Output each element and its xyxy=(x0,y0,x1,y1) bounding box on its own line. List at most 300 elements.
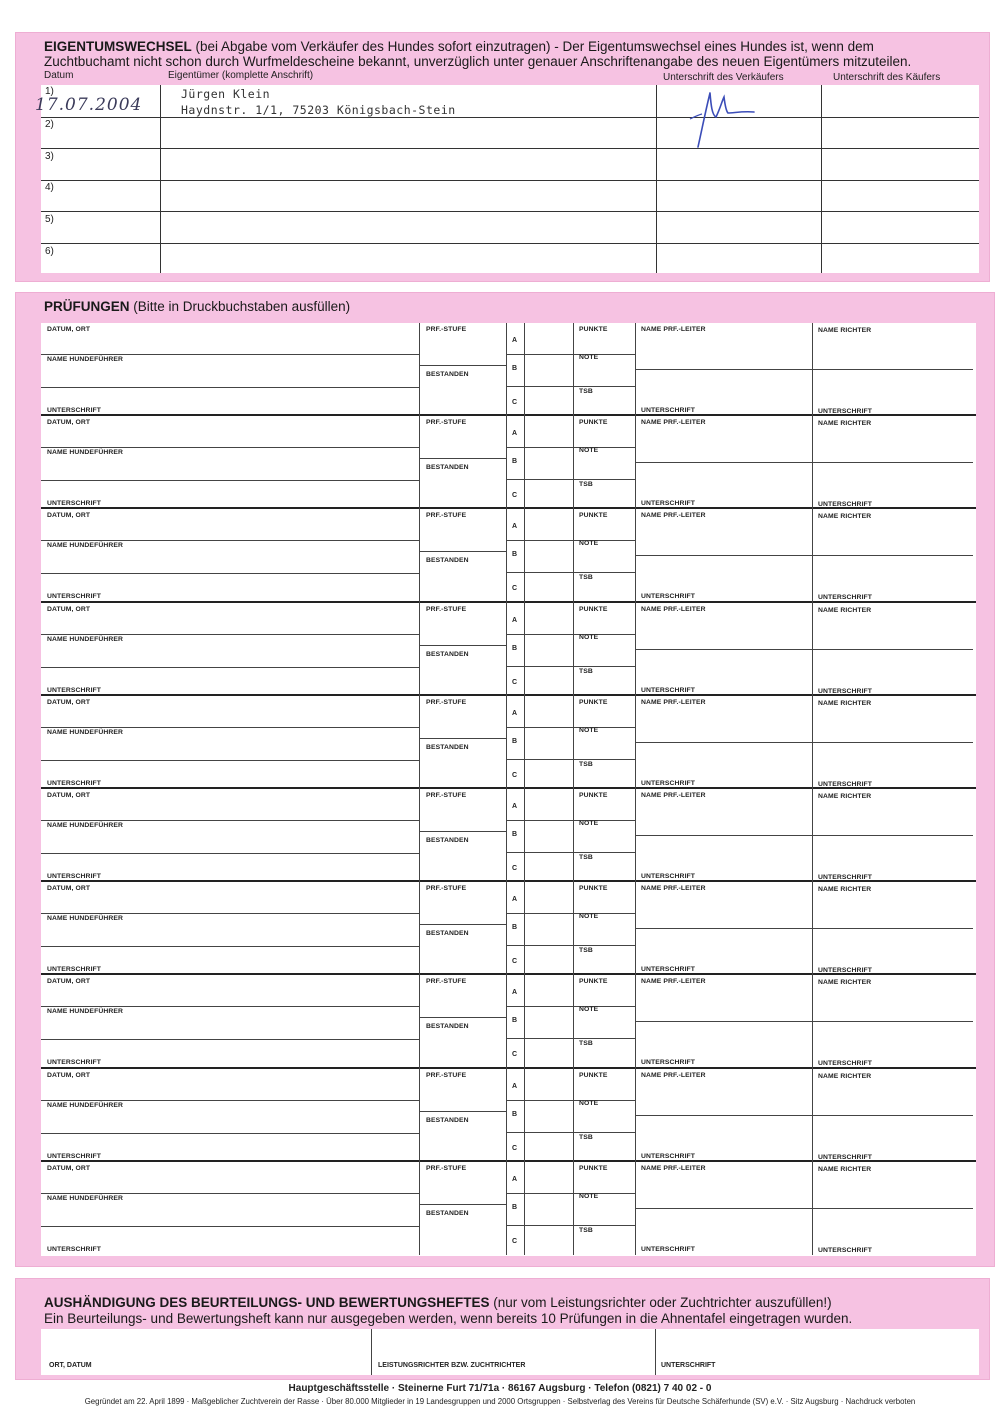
score-c-label: C xyxy=(512,865,518,872)
field-line xyxy=(506,1038,635,1039)
exam-entry-block xyxy=(41,603,976,696)
owner-name: Jürgen Klein xyxy=(181,87,271,101)
exam-level-label: PRF.-STUFE xyxy=(426,698,467,706)
exams-title-rest: (Bitte in Druckbuchstaben ausfüllen) xyxy=(129,299,351,314)
col-divider xyxy=(821,85,822,273)
field-line xyxy=(506,634,635,635)
score-a-label: A xyxy=(512,896,518,904)
exam-level-label: PRF.-STUFE xyxy=(426,1071,467,1079)
col-divider xyxy=(506,509,507,602)
field-line xyxy=(506,759,635,760)
field-line xyxy=(635,369,973,370)
score-a-label: A xyxy=(512,337,518,344)
col-divider xyxy=(524,975,525,1068)
tsb-label: TSB xyxy=(579,667,593,675)
exam-level-label: PRF.-STUFE xyxy=(426,885,467,893)
exam-entry-block xyxy=(41,416,976,509)
handler-signature-label: UNTERSCHRIFT xyxy=(47,1152,102,1160)
field-line xyxy=(506,727,635,728)
exam-leader-label: NAME PRF.-LEITER xyxy=(641,885,706,893)
score-c-label: C xyxy=(512,1051,518,1059)
score-c-label: C xyxy=(512,399,518,406)
field-line xyxy=(635,649,973,650)
points-label: PUNKTE xyxy=(579,512,608,520)
field-line xyxy=(506,913,635,914)
score-b-label: B xyxy=(512,1110,518,1118)
exam-level-label: PRF.-STUFE xyxy=(426,1164,467,1172)
score-b-label: B xyxy=(512,458,518,466)
exam-entry-block xyxy=(41,696,976,789)
field-line xyxy=(506,1100,635,1101)
field-line xyxy=(41,667,419,668)
ownership-table xyxy=(35,85,979,273)
grade-label: NOTE xyxy=(579,540,599,548)
judge-signature-label: UNTERSCHRIFT xyxy=(818,408,873,415)
handover-title-rest: (nur vom Leistungsrichter oder Zuchtrichter auszufüllen!) xyxy=(489,1295,832,1310)
date-place-label: DATUM, ORT xyxy=(47,1071,91,1079)
col-divider xyxy=(371,1329,372,1375)
tsb-label: TSB xyxy=(579,1040,593,1048)
field-line xyxy=(506,666,635,667)
date-place-label: DATUM, ORT xyxy=(47,698,91,706)
grade-label: NOTE xyxy=(579,820,599,827)
judge-signature-label: UNTERSCHRIFT xyxy=(818,874,873,881)
col-divider xyxy=(573,509,574,602)
tsb-label: TSB xyxy=(579,481,593,489)
score-a-label: A xyxy=(512,616,518,624)
points-label: PUNKTE xyxy=(579,698,608,706)
points-label: PUNKTE xyxy=(579,978,608,986)
handover-section xyxy=(15,1278,990,1380)
passed-label: BESTANDEN xyxy=(426,464,469,472)
col-divider xyxy=(506,789,507,882)
judge-signature-label: UNTERSCHRIFT xyxy=(818,1153,873,1161)
judge-name-label: NAME RICHTER xyxy=(818,699,872,707)
row-number: 6) xyxy=(45,246,54,257)
tsb-label: TSB xyxy=(579,574,593,582)
score-c-label: C xyxy=(512,492,518,500)
owner-address: Haydnstr. 1/1, 75203 Königsbach-Stein xyxy=(181,103,456,117)
exam-leader-signature-label: UNTERSCHRIFT xyxy=(641,1152,696,1160)
date-place-label: DATUM, ORT xyxy=(47,1164,91,1172)
score-c-label: C xyxy=(512,771,518,779)
ownership-title-rest: (bei Abgabe vom Verkäufer des Hundes sofort einzutragen) - Der Eigentumswechsel eines Hundes ist, wenn dem xyxy=(191,39,874,54)
points-label: PUNKTE xyxy=(579,419,608,427)
date-place-label: DATUM, ORT xyxy=(47,605,91,613)
score-a-label: A xyxy=(512,709,518,717)
score-b-label: B xyxy=(512,737,518,745)
score-c-label: C xyxy=(512,1144,518,1152)
exam-leader-label: NAME PRF.-LEITER xyxy=(641,978,706,986)
footer-address: Hauptgeschäftsstelle · Steinerne Furt 71/71a · 86167 Augsburg · Telefon (0821) 7 40 02 - 0 xyxy=(288,1383,712,1394)
score-b-label: B xyxy=(512,551,518,559)
exams-title-bold: PRÜFUNGEN xyxy=(44,299,130,314)
col-divider xyxy=(506,603,507,696)
handler-name-label: NAME HUNDEFÜHRER xyxy=(47,822,123,829)
exam-level-label: PRF.-STUFE xyxy=(426,605,467,613)
field-line xyxy=(419,645,506,646)
judge-name-label: NAME RICHTER xyxy=(818,886,872,894)
score-a-label: A xyxy=(512,1082,518,1090)
date-place-label: DATUM, ORT xyxy=(47,978,91,986)
field-line xyxy=(635,555,973,556)
points-label: PUNKTE xyxy=(579,792,608,799)
field-line xyxy=(635,928,973,929)
field-line xyxy=(41,354,419,355)
handwritten-date: 17.07.2004 xyxy=(35,95,143,115)
passed-label: BESTANDEN xyxy=(426,1023,469,1031)
row-number: 2) xyxy=(45,119,54,130)
score-a-label: A xyxy=(512,523,518,531)
score-a-label: A xyxy=(512,989,518,997)
ownership-change-section xyxy=(15,32,990,282)
col-divider xyxy=(419,975,420,1068)
row-number: 1) xyxy=(45,86,54,97)
exam-leader-signature-label: UNTERSCHRIFT xyxy=(641,1059,696,1067)
field-line xyxy=(41,1193,419,1194)
passed-label: BESTANDEN xyxy=(426,930,469,938)
field-line xyxy=(41,1039,419,1040)
field-line xyxy=(419,1017,506,1018)
col-divider xyxy=(573,1069,574,1162)
col-divider xyxy=(506,416,507,509)
score-c-label: C xyxy=(512,1237,518,1245)
exam-entry-block xyxy=(41,975,976,1068)
date-place-label: DATUM, ORT xyxy=(47,419,91,427)
date-place-label: DATUM, ORT xyxy=(47,326,91,333)
field-line xyxy=(41,820,419,821)
field-line xyxy=(419,458,506,459)
grade-label: NOTE xyxy=(579,354,599,361)
exams-table xyxy=(41,323,976,1256)
col-divider xyxy=(524,696,525,789)
col-divider xyxy=(506,696,507,789)
col-divider xyxy=(573,882,574,975)
field-line xyxy=(506,479,635,480)
score-b-label: B xyxy=(512,831,518,838)
field-line xyxy=(635,1115,973,1116)
date-place-label: DATUM, ORT xyxy=(47,885,91,893)
points-label: PUNKTE xyxy=(579,1164,608,1172)
date-place-label: DATUM, ORT xyxy=(47,512,91,520)
field-line xyxy=(506,945,635,946)
exam-leader-signature-label: UNTERSCHRIFT xyxy=(641,593,696,601)
points-label: PUNKTE xyxy=(579,1071,608,1079)
score-a-label: A xyxy=(512,803,518,810)
row-number: 5) xyxy=(45,214,54,225)
judge-signature-label: UNTERSCHRIFT xyxy=(818,1060,873,1068)
score-c-label: C xyxy=(512,678,518,686)
exam-leader-label: NAME PRF.-LEITER xyxy=(641,792,706,799)
handover-table xyxy=(41,1329,979,1375)
passed-label: BESTANDEN xyxy=(426,371,469,378)
judge-name-label: NAME RICHTER xyxy=(818,327,872,334)
exam-entry-block xyxy=(41,1162,976,1255)
exam-grid xyxy=(41,323,976,1256)
ownership-title-bold: EIGENTUMSWECHSEL xyxy=(44,39,192,54)
ownership-title-line2: Zuchtbuchamt nicht schon durch Wurfmeldescheine bekannt, unverzüglich unter genauer Anschriftenangabe des neuen Eigentümers mitzuteilen. xyxy=(44,54,912,69)
field-line xyxy=(506,1193,635,1194)
handler-signature-label: UNTERSCHRIFT xyxy=(47,500,102,508)
grade-label: NOTE xyxy=(579,913,599,921)
date-place-label: DATUM, ORT xyxy=(47,792,91,799)
field-line xyxy=(506,820,635,821)
score-b-label: B xyxy=(512,1203,518,1211)
handler-name-label: NAME HUNDEFÜHRER xyxy=(47,915,123,923)
col-divider xyxy=(655,1329,656,1375)
exam-leader-label: NAME PRF.-LEITER xyxy=(641,1071,706,1079)
col-divider xyxy=(419,789,420,882)
handler-signature-label: UNTERSCHRIFT xyxy=(47,1059,102,1067)
handler-signature-label: UNTERSCHRIFT xyxy=(47,779,102,787)
handler-name-label: NAME HUNDEFÜHRER xyxy=(47,1194,123,1202)
col-divider xyxy=(573,603,574,696)
judge-name-label: NAME RICHTER xyxy=(818,1165,872,1173)
exam-entry-block xyxy=(41,789,976,882)
row-line xyxy=(41,180,979,181)
col-divider xyxy=(524,323,525,416)
field-line xyxy=(419,551,506,552)
handover-place-date-label: ORT, DATUM xyxy=(49,1362,92,1369)
row-number: 4) xyxy=(45,182,54,193)
field-line xyxy=(41,480,419,481)
exam-leader-signature-label: UNTERSCHRIFT xyxy=(641,1245,696,1253)
grade-label: NOTE xyxy=(579,447,599,455)
row-line xyxy=(41,243,979,244)
tsb-label: TSB xyxy=(579,1133,593,1141)
col-divider xyxy=(573,696,574,789)
seller-signature-icon xyxy=(676,89,766,151)
col-divider xyxy=(524,1162,525,1255)
handover-signature-label: UNTERSCHRIFT xyxy=(661,1362,716,1369)
field-line xyxy=(506,354,635,355)
field-line xyxy=(635,1208,973,1209)
grade-label: NOTE xyxy=(579,1099,599,1107)
passed-label: BESTANDEN xyxy=(426,1209,469,1217)
col-divider xyxy=(573,975,574,1068)
handover-judge-label: LEISTUNGSRICHTER BZW. ZUCHTRICHTER xyxy=(378,1362,526,1369)
exam-entry-block xyxy=(41,1069,976,1162)
score-a-label: A xyxy=(512,1175,518,1183)
exam-leader-label: NAME PRF.-LEITER xyxy=(641,512,706,520)
field-line xyxy=(41,634,419,635)
col-divider xyxy=(573,416,574,509)
judge-name-label: NAME RICHTER xyxy=(818,513,872,521)
field-line xyxy=(41,727,419,728)
judge-name-label: NAME RICHTER xyxy=(818,420,872,428)
passed-label: BESTANDEN xyxy=(426,837,469,844)
exam-level-label: PRF.-STUFE xyxy=(426,419,467,427)
tsb-label: TSB xyxy=(579,760,593,768)
field-line xyxy=(419,924,506,925)
handover-note: Ein Beurteilungs- und Bewertungsheft kann nur ausgegeben werden, wenn bereits 10 Prüfungen in die Ahnentafel eingetragen wurden. xyxy=(44,1311,853,1326)
handler-name-label: NAME HUNDEFÜHRER xyxy=(47,356,123,363)
field-line xyxy=(419,831,506,832)
col-divider xyxy=(506,975,507,1068)
col-divider xyxy=(524,603,525,696)
handler-signature-label: UNTERSCHRIFT xyxy=(47,686,102,694)
score-b-label: B xyxy=(512,644,518,652)
col-divider xyxy=(506,882,507,975)
exam-leader-signature-label: UNTERSCHRIFT xyxy=(641,873,696,880)
field-line xyxy=(419,1204,506,1205)
col-seller-signature-header: Unterschrift des Verkäufers xyxy=(663,72,784,83)
handler-name-label: NAME HUNDEFÜHRER xyxy=(47,542,123,550)
col-date-header: Datum xyxy=(44,70,74,81)
field-line xyxy=(41,1226,419,1227)
tsb-label: TSB xyxy=(579,1226,593,1234)
field-line xyxy=(635,462,973,463)
row-line xyxy=(41,211,979,212)
grade-label: NOTE xyxy=(579,633,599,641)
footer-legal: Gegründet am 22. April 1899 · Maßgeblicher Zuchtverein der Rasse · Über 80.000 Mitglieder in 19 Landesgruppen und 2000 Ortsgruppen · Selbstverlag des Vereins für Deutsche Schäferhunde (SV) e.V. · Sitz Augsburg · Nachdruck verboten xyxy=(84,1397,916,1406)
col-divider xyxy=(419,882,420,975)
col-divider xyxy=(419,509,420,602)
exam-level-label: PRF.-STUFE xyxy=(426,792,467,799)
handler-signature-label: UNTERSCHRIFT xyxy=(47,593,102,601)
judge-signature-label: UNTERSCHRIFT xyxy=(818,780,873,788)
col-divider xyxy=(524,509,525,602)
row-line xyxy=(41,148,979,149)
col-buyer-signature-header: Unterschrift des Käufers xyxy=(833,72,941,83)
field-line xyxy=(41,573,419,574)
field-line xyxy=(506,386,635,387)
handler-signature-label: UNTERSCHRIFT xyxy=(47,873,102,880)
points-label: PUNKTE xyxy=(579,885,608,893)
col-owner-header: Eigentümer (komplette Anschrift) xyxy=(168,70,314,81)
tsb-label: TSB xyxy=(579,388,593,395)
col-divider xyxy=(419,416,420,509)
handler-name-label: NAME HUNDEFÜHRER xyxy=(47,1101,123,1109)
judge-signature-label: UNTERSCHRIFT xyxy=(818,594,873,602)
score-c-label: C xyxy=(512,585,518,593)
exams-title xyxy=(44,299,350,314)
exam-leader-label: NAME PRF.-LEITER xyxy=(641,419,706,427)
handler-name-label: NAME HUNDEFÜHRER xyxy=(47,635,123,643)
field-line xyxy=(635,742,973,743)
handler-name-label: NAME HUNDEFÜHRER xyxy=(47,728,123,736)
field-line xyxy=(635,835,973,836)
col-divider xyxy=(524,882,525,975)
exam-leader-signature-label: UNTERSCHRIFT xyxy=(641,779,696,787)
score-c-label: C xyxy=(512,958,518,966)
score-b-label: B xyxy=(512,924,518,932)
tsb-label: TSB xyxy=(579,854,593,861)
grade-label: NOTE xyxy=(579,1006,599,1014)
col-divider xyxy=(573,323,574,416)
exam-entry-block xyxy=(41,509,976,602)
grade-label: NOTE xyxy=(579,726,599,734)
judge-name-label: NAME RICHTER xyxy=(818,793,872,800)
col-divider xyxy=(419,1162,420,1255)
exam-level-label: PRF.-STUFE xyxy=(426,978,467,986)
judge-name-label: NAME RICHTER xyxy=(818,979,872,987)
col-divider xyxy=(419,323,420,416)
col-divider xyxy=(506,323,507,416)
points-label: PUNKTE xyxy=(579,605,608,613)
field-line xyxy=(506,852,635,853)
score-b-label: B xyxy=(512,365,518,372)
col-divider xyxy=(524,789,525,882)
judge-name-label: NAME RICHTER xyxy=(818,1072,872,1080)
handler-signature-label: UNTERSCHRIFT xyxy=(47,407,102,414)
exam-leader-signature-label: UNTERSCHRIFT xyxy=(641,966,696,974)
exam-leader-signature-label: UNTERSCHRIFT xyxy=(641,500,696,508)
col-divider xyxy=(573,1162,574,1255)
field-line xyxy=(419,1111,506,1112)
passed-label: BESTANDEN xyxy=(426,650,469,658)
judge-signature-label: UNTERSCHRIFT xyxy=(818,967,873,975)
col-divider xyxy=(419,696,420,789)
col-divider xyxy=(656,85,657,273)
field-line xyxy=(41,853,419,854)
exams-section xyxy=(15,292,995,1267)
col-divider xyxy=(160,85,161,273)
col-divider xyxy=(419,1069,420,1162)
exam-leader-signature-label: UNTERSCHRIFT xyxy=(641,686,696,694)
field-line xyxy=(506,1132,635,1133)
judge-signature-label: UNTERSCHRIFT xyxy=(818,501,873,509)
field-line xyxy=(506,1006,635,1007)
row-number: 3) xyxy=(45,151,54,162)
field-line xyxy=(506,540,635,541)
exam-level-label: PRF.-STUFE xyxy=(426,512,467,520)
passed-label: BESTANDEN xyxy=(426,557,469,565)
score-b-label: B xyxy=(512,1017,518,1025)
exam-entry-block xyxy=(41,323,976,416)
exam-leader-label: NAME PRF.-LEITER xyxy=(641,1164,706,1172)
handler-name-label: NAME HUNDEFÜHRER xyxy=(47,449,123,457)
judge-signature-label: UNTERSCHRIFT xyxy=(818,1246,873,1254)
exam-level-label: PRF.-STUFE xyxy=(426,326,467,333)
col-divider xyxy=(506,1069,507,1162)
col-divider xyxy=(506,1162,507,1255)
field-line xyxy=(41,1133,419,1134)
handler-signature-label: UNTERSCHRIFT xyxy=(47,1245,102,1253)
exam-entry-block xyxy=(41,882,976,975)
field-line xyxy=(506,447,635,448)
field-line xyxy=(41,760,419,761)
exam-leader-label: NAME PRF.-LEITER xyxy=(641,698,706,706)
judge-signature-label: UNTERSCHRIFT xyxy=(818,687,873,695)
field-line xyxy=(41,946,419,947)
row-line xyxy=(41,117,979,118)
field-line xyxy=(419,365,506,366)
field-line xyxy=(419,738,506,739)
exam-leader-signature-label: UNTERSCHRIFT xyxy=(641,407,696,414)
exam-leader-label: NAME PRF.-LEITER xyxy=(641,326,706,333)
score-a-label: A xyxy=(512,430,518,438)
ownership-title xyxy=(44,39,874,54)
handover-title-bold: AUSHÄNDIGUNG DES BEURTEILUNGS- UND BEWERTUNGSHEFTES xyxy=(44,1295,490,1310)
handler-signature-label: UNTERSCHRIFT xyxy=(47,966,102,974)
handover-title xyxy=(44,1295,832,1310)
exam-leader-label: NAME PRF.-LEITER xyxy=(641,605,706,613)
field-line xyxy=(41,1100,419,1101)
passed-label: BESTANDEN xyxy=(426,743,469,751)
grade-label: NOTE xyxy=(579,1192,599,1200)
handler-name-label: NAME HUNDEFÜHRER xyxy=(47,1008,123,1016)
col-divider xyxy=(573,789,574,882)
col-divider xyxy=(524,416,525,509)
tsb-label: TSB xyxy=(579,947,593,955)
points-label: PUNKTE xyxy=(579,326,608,333)
col-divider xyxy=(419,603,420,696)
field-line xyxy=(635,1021,973,1022)
field-line xyxy=(506,1225,635,1226)
judge-name-label: NAME RICHTER xyxy=(818,606,872,614)
field-line xyxy=(41,387,419,388)
